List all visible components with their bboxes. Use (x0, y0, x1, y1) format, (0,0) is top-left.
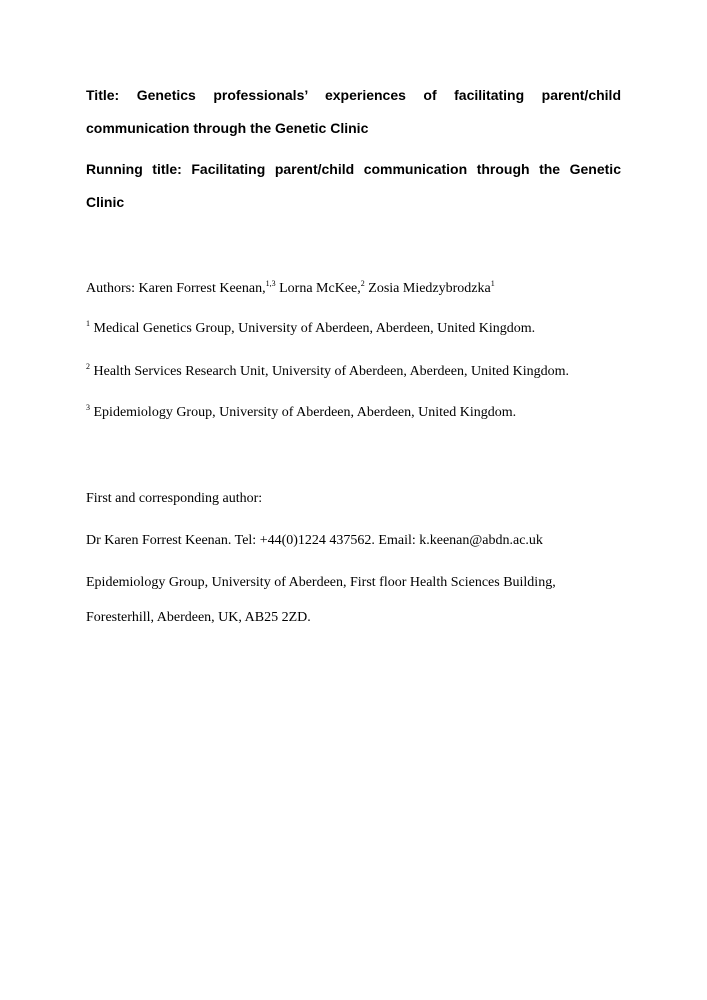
paper-title-line-1: Title: Genetics professionals’ experiences of facilitating parent/child (86, 87, 621, 103)
affiliation-text: Epidemiology Group, University of Aberdeen, Aberdeen, United Kingdom. (90, 405, 517, 420)
affiliation-text: Health Services Research Unit, University of Aberdeen, Aberdeen, United Kingdom. (90, 364, 569, 379)
address-line-1: Epidemiology Group, University of Aberdeen, First floor Health Sciences Building, (86, 575, 556, 590)
running-title-line-2: Clinic (86, 194, 125, 210)
author-affiliation-mark: 2 (360, 279, 365, 288)
paper-title (86, 79, 621, 145)
affiliation-mark: 1 (86, 319, 90, 328)
address-line-2: Foresterhill, Aberdeen, UK, AB25 2ZD. (86, 610, 311, 625)
affiliation-mark: 2 (86, 362, 90, 371)
author-name: Lorna McKee, (275, 281, 361, 296)
author-affiliation-mark: 1,3 (265, 279, 276, 288)
author-affiliation-mark: 1 (490, 279, 495, 288)
corresponding-author-contact: Dr Karen Forrest Keenan. Tel: +44(0)1224 437562. Email: k.keenan@abdn.ac.uk (86, 533, 543, 548)
authors-prefix: Authors: (86, 281, 139, 296)
author-list (86, 280, 495, 298)
author-name: Karen Forrest Keenan, (138, 281, 266, 296)
paper-title-line-2: communication through the Genetic Clinic (86, 120, 369, 136)
running-title-line-1: Running title: Facilitating parent/child communication through the Genetic (86, 161, 621, 177)
author-name: Zosia Miedzybrodzka (364, 281, 491, 296)
affiliation-mark: 3 (86, 403, 90, 412)
affiliation-text: Medical Genetics Group, University of Aberdeen, Aberdeen, United Kingdom. (90, 321, 536, 336)
corresponding-author-heading: First and corresponding author: (86, 491, 263, 506)
affiliation-2 (86, 363, 569, 381)
affiliation-1 (86, 320, 535, 338)
affiliation-3 (86, 404, 516, 422)
running-title (86, 153, 621, 219)
